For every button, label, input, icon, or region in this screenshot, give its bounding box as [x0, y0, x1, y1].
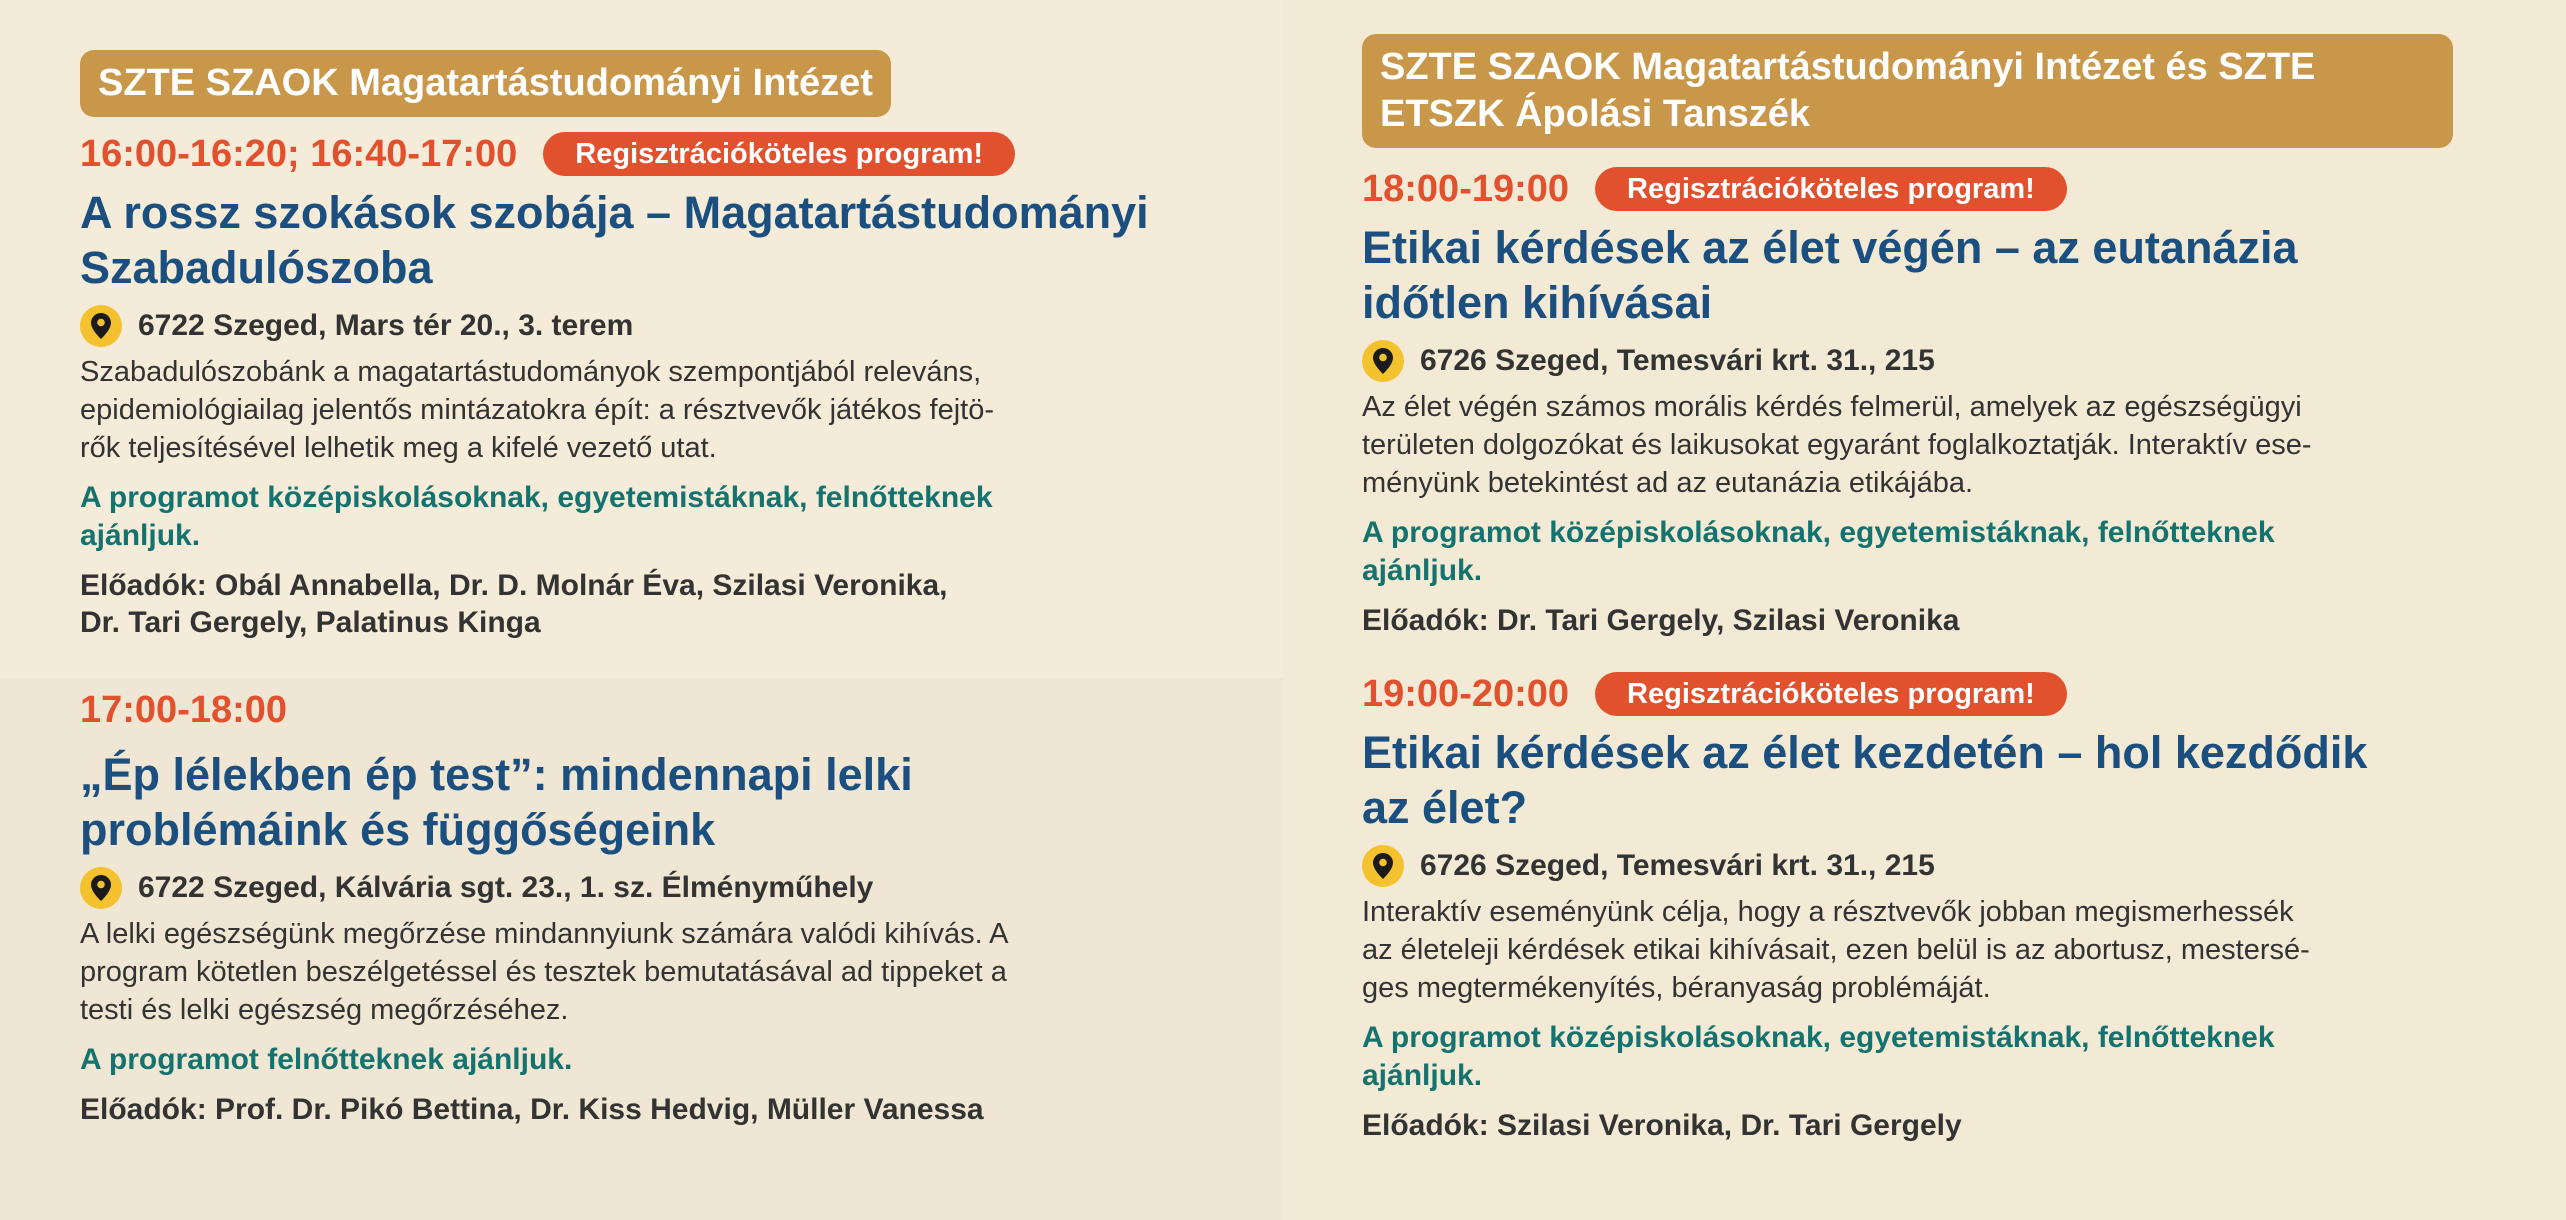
event-title-line: A rossz szokások szobája – Magatartástudományi	[80, 187, 1149, 238]
event-title-line: időtlen kihívásai	[1362, 277, 1713, 328]
event-card	[1362, 669, 2497, 1144]
event-audience	[1362, 1019, 2497, 1095]
event-title	[1362, 220, 2497, 330]
event-title-line: problémáink és függőségeink	[80, 804, 716, 855]
event-description-line: területen dolgozókat és laikusokat egyaránt foglalkoztatják. Interaktív ese-	[1362, 429, 2312, 461]
event-audience-line: A programot középiskolásoknak, egyetemistáknak, felnőtteknek	[1362, 1021, 2275, 1054]
event-description	[80, 915, 1215, 1029]
event-location: 6722 Szeged, Kálvária sgt. 23., 1. sz. Élményműhely	[138, 871, 874, 904]
event-time: 17:00-18:00	[80, 689, 288, 731]
event-card	[80, 685, 1215, 1128]
event-audience	[80, 1041, 1215, 1079]
event-location-row	[1362, 845, 2497, 887]
event-location: 6722 Szeged, Mars tér 20., 3. terem	[138, 309, 634, 342]
event-speakers-line: Előadók: Prof. Dr. Pikó Bettina, Dr. Kiss Hedvig, Müller Vanessa	[80, 1093, 984, 1126]
event-time: 18:00-19:00	[1362, 168, 1570, 210]
institution-label-line: SZTE SZAOK Magatartástudományi Intézet és SZTE	[1380, 46, 2316, 88]
event-description-line: program kötetlen beszélgetéssel és tesztek bemutatásával ad tippeket a	[80, 956, 1007, 988]
event-description	[1362, 388, 2497, 502]
event-title-line: Szabadulószoba	[80, 242, 433, 293]
registration-badge: Regisztrációköteles program!	[1595, 672, 2067, 716]
event-speakers-line: Dr. Tari Gergely, Palatinus Kinga	[80, 606, 541, 639]
event-location: 6726 Szeged, Temesvári krt. 31., 215	[1420, 344, 1935, 377]
event-card	[1362, 164, 2497, 639]
event-time-row	[80, 129, 1215, 179]
event-description-line: Szabadulószobánk a magatartástudományok szempontjából releváns,	[80, 356, 982, 388]
institution-label: SZTE SZAOK Magatartástudományi Intézet	[80, 50, 891, 117]
event-title	[80, 185, 1215, 295]
event-time-row	[1362, 164, 2497, 214]
map-pin-icon	[80, 867, 122, 909]
event-description-line: az életeleji kérdések etikai kihívásait, ezen belül is az abortusz, mestersé-	[1362, 934, 2310, 966]
event-description-line: rők teljesítésével lelhetik meg a kifelé vezető utat.	[80, 432, 717, 464]
event-title	[1362, 725, 2497, 835]
event-time-row	[80, 685, 1215, 735]
event-description	[80, 353, 1215, 467]
event-description-line: A lelki egészségünk megőrzése mindannyiunk számára valódi kihívás. A	[80, 918, 1009, 950]
event-speakers	[1362, 1107, 2497, 1144]
event-location-row	[80, 305, 1215, 347]
map-pin-icon	[1362, 340, 1404, 382]
map-pin-icon	[80, 305, 122, 347]
event-location: 6726 Szeged, Temesvári krt. 31., 215	[1420, 849, 1935, 882]
event-speakers-line: Előadók: Szilasi Veronika, Dr. Tari Gergely	[1362, 1109, 1962, 1142]
event-time-row	[1362, 669, 2497, 719]
registration-badge: Regisztrációköteles program!	[543, 132, 1015, 176]
institution-label-line: ETSZK Ápolási Tanszék	[1380, 93, 1811, 135]
event-audience	[80, 479, 1215, 555]
registration-badge: Regisztrációköteles program!	[1595, 167, 2067, 211]
event-speakers	[80, 567, 1215, 641]
event-audience-line: A programot középiskolásoknak, egyetemistáknak, felnőtteknek	[80, 481, 993, 514]
right-column	[1362, 34, 2497, 1144]
institution-label	[1362, 34, 2453, 148]
event-speakers	[80, 1091, 1215, 1128]
event-description-line: epidemiológiailag jelentős mintázatokra épít: a résztvevők játékos fejtö-	[80, 394, 994, 426]
event-description-line: Interaktív eseményünk célja, hogy a résztvevők jobban megismerhessék	[1362, 896, 2294, 928]
event-title-line: Etikai kérdések az élet végén – az eutanázia	[1362, 222, 2298, 273]
event-location-row	[80, 867, 1215, 909]
event-audience	[1362, 514, 2497, 590]
event-time: 19:00-20:00	[1362, 673, 1570, 715]
event-audience-line: ajánljuk.	[1362, 554, 1483, 587]
event-title-line: az élet?	[1362, 782, 1528, 833]
event-speakers-line: Előadók: Dr. Tari Gergely, Szilasi Veronika	[1362, 604, 1960, 637]
event-card	[80, 129, 1215, 641]
left-column	[80, 50, 1215, 1128]
event-title	[80, 747, 1215, 857]
event-audience-line: ajánljuk.	[80, 519, 201, 552]
event-location-row	[1362, 340, 2497, 382]
event-audience-line: A programot felnőtteknek ajánljuk.	[80, 1043, 573, 1076]
event-description	[1362, 893, 2497, 1007]
event-description-line: Az élet végén számos morális kérdés felmerül, amelyek az egészségügyi	[1362, 391, 2302, 423]
event-title-line: Etikai kérdések az élet kezdetén – hol kezdődik	[1362, 727, 2368, 778]
event-speakers	[1362, 602, 2497, 639]
event-audience-line: ajánljuk.	[1362, 1059, 1483, 1092]
event-description-line: ges megtermékenyítés, béranyaság problémáját.	[1362, 972, 1991, 1004]
event-audience-line: A programot középiskolásoknak, egyetemistáknak, felnőtteknek	[1362, 516, 2275, 549]
map-pin-icon	[1362, 845, 1404, 887]
event-description-line: testi és lelki egészség megőrzéséhez.	[80, 994, 569, 1026]
event-description-line: ményünk betekintést ad az eutanázia etikájába.	[1362, 467, 1974, 499]
event-speakers-line: Előadók: Obál Annabella, Dr. D. Molnár Éva, Szilasi Veronika,	[80, 569, 948, 602]
event-time: 16:00-16:20; 16:40-17:00	[80, 133, 518, 175]
event-title-line: „Ép lélekben ép test”: mindennapi lelki	[80, 749, 913, 800]
